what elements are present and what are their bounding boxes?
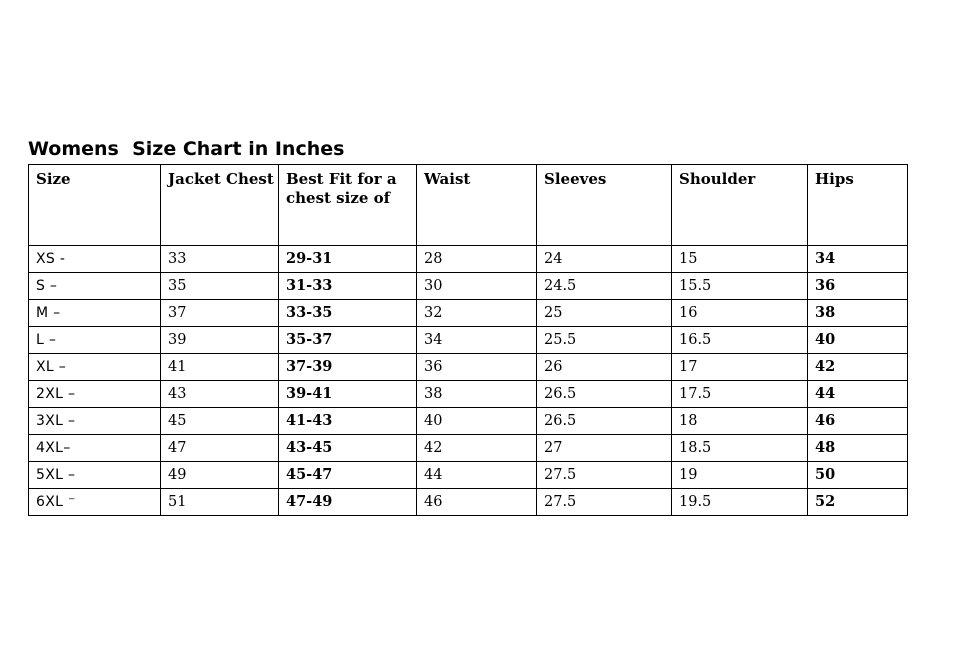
- cell-hips: 50: [808, 462, 908, 489]
- cell-best-fit: 45-47: [279, 462, 417, 489]
- cell-shoulder: 17: [672, 354, 808, 381]
- column-header-best-fit: Best Fit for a chest size of: [279, 165, 417, 246]
- table-row: [29, 435, 908, 462]
- cell-sleeves: 27: [537, 435, 672, 462]
- cell-size: L –: [29, 327, 161, 354]
- column-header-sleeves: Sleeves: [537, 165, 672, 246]
- cell-jacket-chest: 43: [161, 381, 279, 408]
- cell-jacket-chest: 45: [161, 408, 279, 435]
- table-row: [29, 462, 908, 489]
- table-body: [29, 246, 908, 516]
- cell-size: XS -: [29, 246, 161, 273]
- column-header-waist: Waist: [417, 165, 537, 246]
- cell-waist: 34: [417, 327, 537, 354]
- cell-size: 6XL ⁻: [29, 489, 161, 516]
- table-row: [29, 273, 908, 300]
- cell-shoulder: 19.5: [672, 489, 808, 516]
- cell-best-fit: 47-49: [279, 489, 417, 516]
- cell-jacket-chest: 35: [161, 273, 279, 300]
- cell-waist: 40: [417, 408, 537, 435]
- cell-hips: 46: [808, 408, 908, 435]
- cell-waist: 38: [417, 381, 537, 408]
- cell-best-fit: 33-35: [279, 300, 417, 327]
- cell-hips: 42: [808, 354, 908, 381]
- cell-hips: 44: [808, 381, 908, 408]
- cell-shoulder: 16: [672, 300, 808, 327]
- cell-best-fit: 37-39: [279, 354, 417, 381]
- cell-size: 5XL –: [29, 462, 161, 489]
- cell-waist: 44: [417, 462, 537, 489]
- cell-jacket-chest: 49: [161, 462, 279, 489]
- column-header-hips: Hips: [808, 165, 908, 246]
- table-header: [29, 165, 908, 246]
- cell-waist: 32: [417, 300, 537, 327]
- size-chart-table: [28, 164, 908, 516]
- cell-waist: 36: [417, 354, 537, 381]
- cell-waist: 30: [417, 273, 537, 300]
- cell-sleeves: 27.5: [537, 489, 672, 516]
- cell-jacket-chest: 37: [161, 300, 279, 327]
- cell-hips: 38: [808, 300, 908, 327]
- cell-best-fit: 39-41: [279, 381, 417, 408]
- cell-size: 3XL –: [29, 408, 161, 435]
- cell-best-fit: 41-43: [279, 408, 417, 435]
- cell-jacket-chest: 51: [161, 489, 279, 516]
- column-header-shoulder: Shoulder: [672, 165, 808, 246]
- cell-sleeves: 24.5: [537, 273, 672, 300]
- table-row: [29, 354, 908, 381]
- table-row: [29, 300, 908, 327]
- cell-best-fit: 29-31: [279, 246, 417, 273]
- cell-sleeves: 26: [537, 354, 672, 381]
- page-title: Womens Size Chart in Inches: [28, 138, 345, 160]
- cell-sleeves: 26.5: [537, 408, 672, 435]
- table-row: [29, 327, 908, 354]
- cell-shoulder: 16.5: [672, 327, 808, 354]
- cell-waist: 46: [417, 489, 537, 516]
- cell-shoulder: 19: [672, 462, 808, 489]
- cell-size: 2XL –: [29, 381, 161, 408]
- cell-hips: 52: [808, 489, 908, 516]
- cell-hips: 48: [808, 435, 908, 462]
- table-row: [29, 246, 908, 273]
- cell-shoulder: 15: [672, 246, 808, 273]
- cell-jacket-chest: 47: [161, 435, 279, 462]
- cell-best-fit: 31-33: [279, 273, 417, 300]
- cell-size: S –: [29, 273, 161, 300]
- cell-best-fit: 43-45: [279, 435, 417, 462]
- column-header-size: Size: [29, 165, 161, 246]
- cell-hips: 40: [808, 327, 908, 354]
- cell-jacket-chest: 41: [161, 354, 279, 381]
- table-row: [29, 408, 908, 435]
- cell-jacket-chest: 33: [161, 246, 279, 273]
- cell-sleeves: 25.5: [537, 327, 672, 354]
- cell-waist: 42: [417, 435, 537, 462]
- cell-hips: 34: [808, 246, 908, 273]
- cell-shoulder: 18.5: [672, 435, 808, 462]
- table-header-row: [29, 165, 908, 246]
- size-chart-container: [28, 164, 907, 516]
- table-row: [29, 381, 908, 408]
- cell-sleeves: 24: [537, 246, 672, 273]
- cell-shoulder: 15.5: [672, 273, 808, 300]
- cell-size: 4XL–: [29, 435, 161, 462]
- column-header-jacket-chest: Jacket Chest: [161, 165, 279, 246]
- cell-sleeves: 26.5: [537, 381, 672, 408]
- cell-size: XL –: [29, 354, 161, 381]
- cell-waist: 28: [417, 246, 537, 273]
- table-row: [29, 489, 908, 516]
- cell-size: M –: [29, 300, 161, 327]
- cell-shoulder: 17.5: [672, 381, 808, 408]
- cell-shoulder: 18: [672, 408, 808, 435]
- cell-hips: 36: [808, 273, 908, 300]
- cell-best-fit: 35-37: [279, 327, 417, 354]
- cell-sleeves: 27.5: [537, 462, 672, 489]
- cell-jacket-chest: 39: [161, 327, 279, 354]
- cell-sleeves: 25: [537, 300, 672, 327]
